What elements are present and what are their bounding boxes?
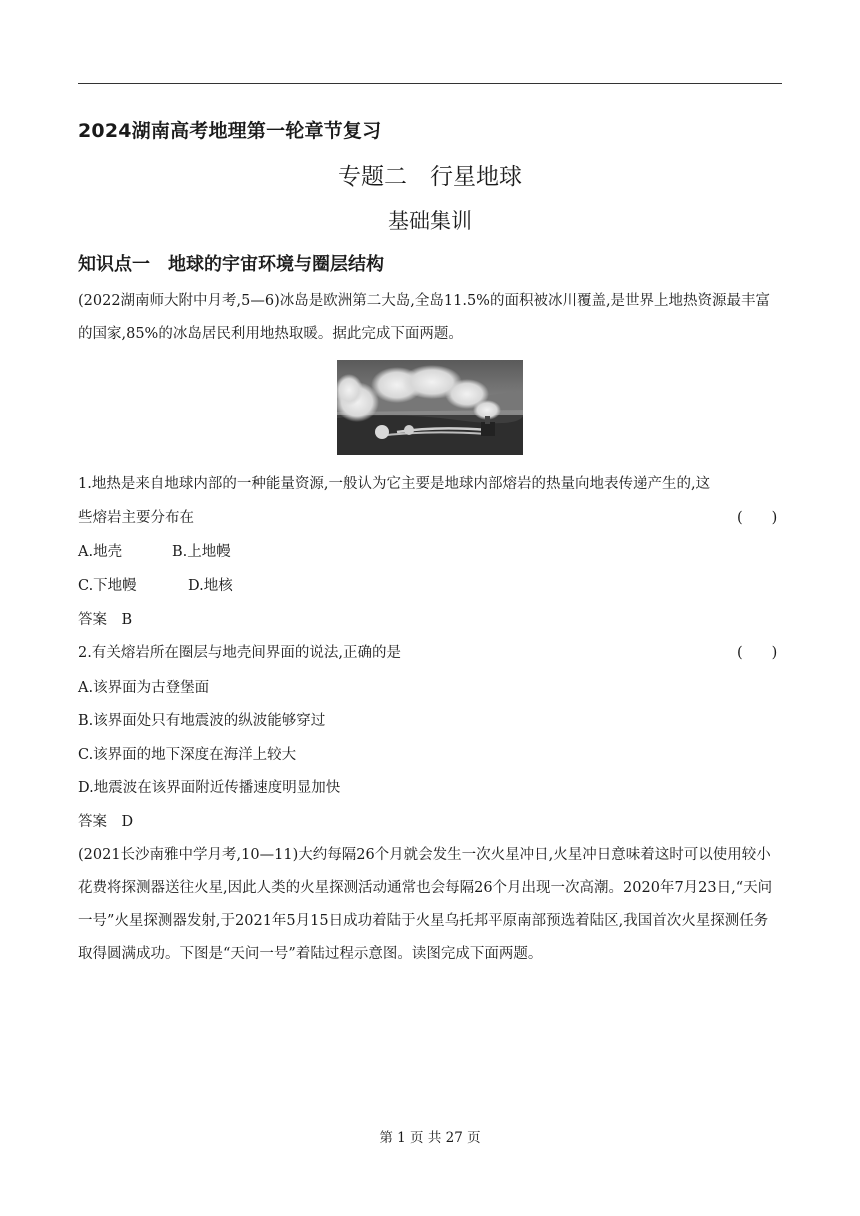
question-1-answer: 答案 B bbox=[78, 612, 133, 628]
question-1-answer-blank: ( ) bbox=[737, 510, 778, 526]
question-2-stem: 2.有关熔岩所在圈层与地壳间界面的说法,正确的是 bbox=[78, 645, 401, 661]
page-number: 第 1 页 共 27 页 bbox=[379, 1130, 481, 1146]
question-2-answer: 答案 D bbox=[78, 814, 134, 830]
question-1-option-d: D.地核 bbox=[188, 578, 233, 594]
passage-intro-iceland: (2022湖南师大附中月考,5—6)冰岛是欧洲第二大岛,全岛11.5%的面积被冰川覆盖,是世界上地热资源最丰富的国家,85%的冰岛居民利用地热取暖。据此完成下面两题。 bbox=[78, 293, 771, 342]
question-1-stem-line-2: 些熔岩主要分布在 bbox=[78, 510, 194, 526]
document-title: 2024湖南高考地理第一轮章节复习 bbox=[78, 120, 382, 142]
section-title: 基础集训 bbox=[388, 209, 472, 233]
header-rule bbox=[78, 83, 782, 84]
question-2-answer-blank: ( ) bbox=[737, 645, 778, 661]
question-2-option-c: C.该界面的地下深度在海洋上较大 bbox=[78, 747, 297, 763]
question-1-option-b: B.上地幔 bbox=[172, 544, 231, 560]
topic-title: 专题二 行星地球 bbox=[338, 164, 522, 190]
question-1-stem-line-1: 1.地热是来自地球内部的一种能量资源,一般认为它主要是地球内部熔岩的热量向地表传递产生的,这 bbox=[78, 476, 711, 492]
question-1-option-a: A.地壳 bbox=[78, 544, 123, 560]
question-2-option-d: D.地震波在该界面附近传播速度明显加快 bbox=[78, 780, 341, 796]
question-2-option-b: B.该界面处只有地震波的纵波能够穿过 bbox=[78, 713, 326, 729]
passage-intro-mars: (2021长沙南雅中学月考,10—11)大约每隔26个月就会发生一次火星冲日,火星冲日意味着这时可以使用较小花费将探测器送往火星,因此人类的火星探测活动通常也会每隔26个月出现一次高潮。2020年7月23日,“天问一号”火星探测器发射,于2021年5月15日成功着陆于火星乌托邦平原南部预选着陆区,我国首次火星探测任务取得圆满成功。下图是“天问一号”着陆过程示意图。读图完成下面两题。 bbox=[78, 847, 773, 962]
question-1-option-c: C.下地幔 bbox=[78, 578, 137, 594]
knowledge-point-heading: 知识点一 地球的宇宙环境与圈层结构 bbox=[78, 254, 384, 275]
geothermal-plant-photo bbox=[337, 360, 523, 455]
question-2-option-a: A.该界面为古登堡面 bbox=[78, 680, 210, 696]
